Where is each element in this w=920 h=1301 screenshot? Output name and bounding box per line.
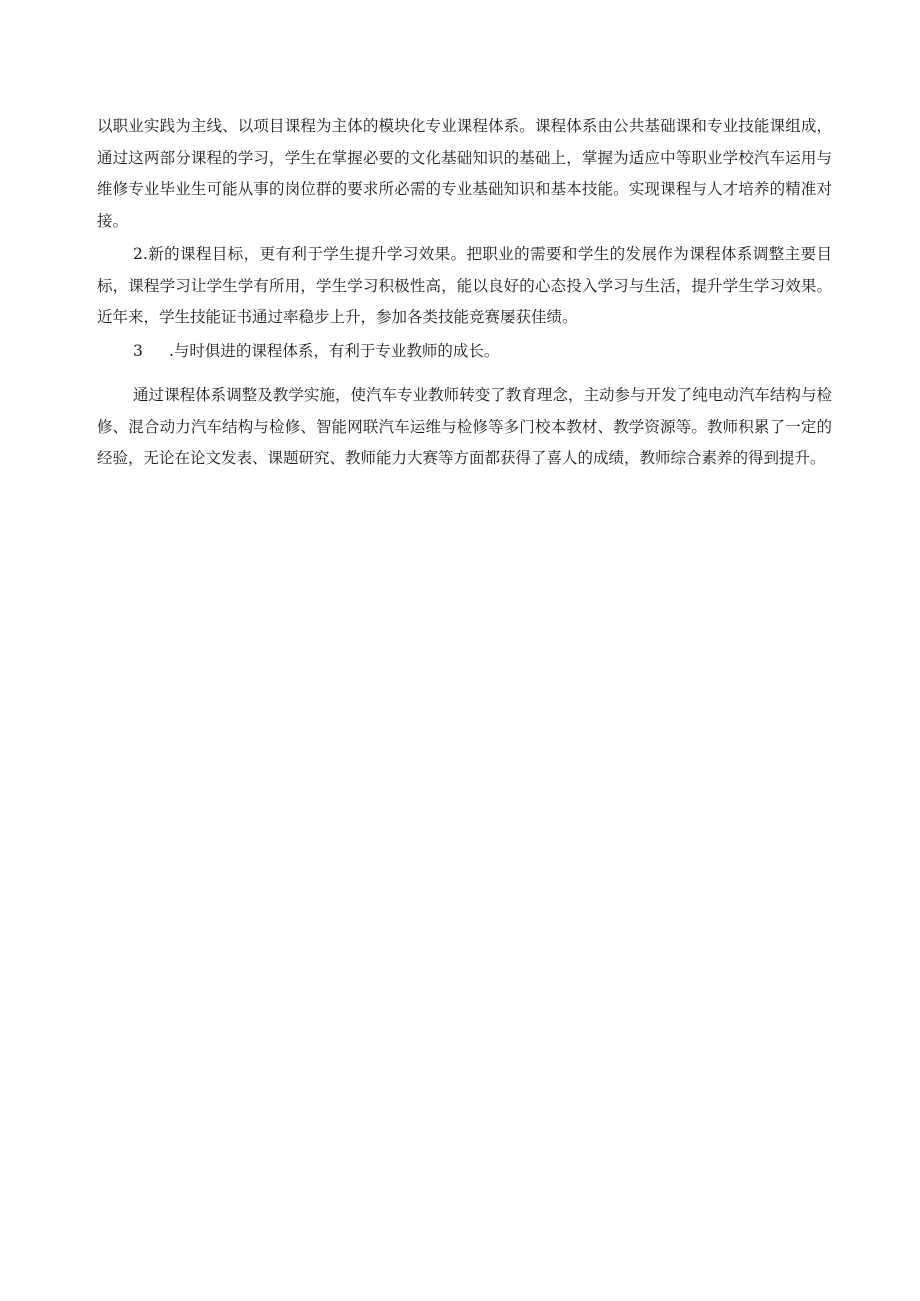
- paragraph-text: .新的课程目标，更有利于学生提升学习效果。把职业的需要和学生的发展作为课程体系调整主要目标，课程学习让学生学有所用，学生学习积极性高，能以良好的心态投入学习与生活，提升学生学习效果。近年来，学生技能证书通过率稳步上升，参加各类技能竞赛屡获佳绩。: [97, 245, 832, 326]
- paragraph-teacher-growth-heading: [97, 336, 832, 368]
- paragraph-text: .与时俱进的课程体系，有利于专业教师的成长。: [169, 341, 500, 360]
- paragraph-spacer: [97, 367, 832, 380]
- document-body: [97, 111, 832, 475]
- paragraph-curriculum-system: 以职业实践为主线、以项目课程为主体的模块化专业课程体系。课程体系由公共基础课和专业技能课组成，通过这两部分课程的学习，学生在掌握必要的文化基础知识的基础上，掌握为适应中等职业学校汽车运用与维修专业毕业生可能从事的岗位群的要求所必需的专业基础知识和基本技能。实现课程与人才培养的精准对接。: [97, 117, 832, 230]
- list-number: 2: [133, 245, 143, 263]
- paragraph-teacher-growth: 通过课程体系调整及教学实施，使汽车专业教师转变了教育理念，主动参与开发了纯电动汽车结构与检修、混合动力汽车结构与检修、智能网联汽车运维与检修等多门校本教材、教学资源等。教师积累了一定的经验，无论在论文发表、课题研究、教师能力大赛等方面都获得了喜人的成绩，教师综合素养的得到提升。: [97, 386, 832, 467]
- list-number: 3: [133, 341, 143, 360]
- paragraph-course-goals: [97, 239, 832, 334]
